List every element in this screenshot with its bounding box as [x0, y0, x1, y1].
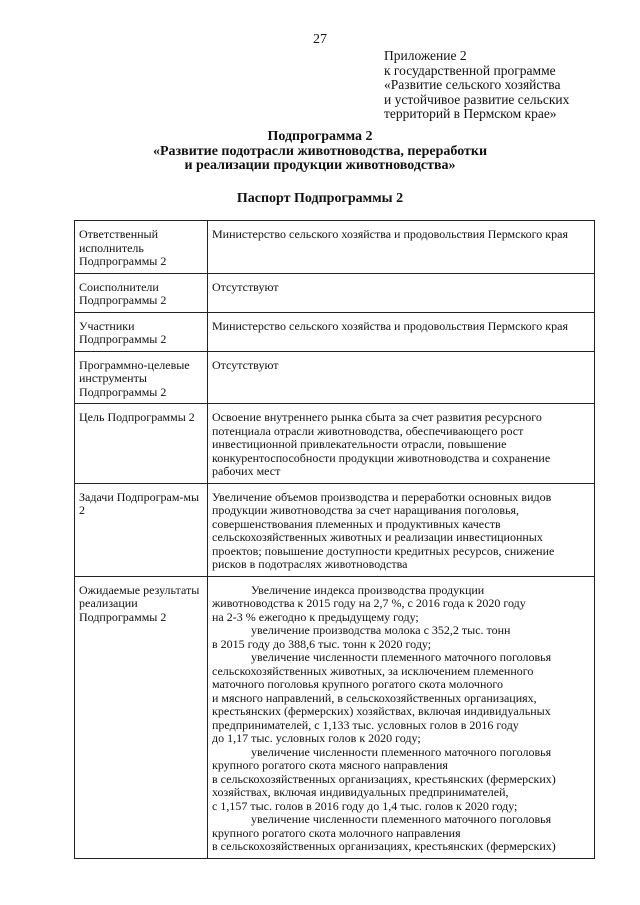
- row-value: [208, 576, 595, 858]
- subprogram-title-line: Подпрограмма 2: [267, 129, 373, 144]
- result-line: и мясного направлений, в сельскохозяйственных организациях,: [212, 690, 537, 705]
- appendix-line: и устойчивое развитие сельских: [384, 91, 570, 107]
- row-label: Задачи Подпрограм-мы 2: [75, 483, 208, 576]
- result-line: предпринимателей, с 1,133 тыс. условных голов в 2016 году: [212, 717, 519, 732]
- result-line: в сельскохозяйственных организациях, крестьянских (фермерских): [212, 771, 556, 786]
- table-row: [75, 404, 595, 484]
- row-label: Ожидаемые результаты реализации Подпрограммы 2: [75, 576, 208, 858]
- result-line: Увеличение индекса производства продукции: [251, 582, 485, 597]
- subprogram-title-line: «Развитие подотрасли животноводства, переработки: [152, 143, 488, 159]
- table-row: [75, 483, 595, 576]
- passport-title: Паспорт Подпрограммы 2: [236, 191, 404, 206]
- result-line: крестьянских (фермерских) хозяйствах, включая индивидуальных: [212, 704, 551, 718]
- result-line: на 2-3 % ежегодно к предыдущему году;: [212, 609, 419, 624]
- result-line: увеличение численности племенного маточного поголовья: [251, 650, 552, 664]
- appendix-header: [384, 49, 624, 122]
- row-value: Освоение внутреннего рынка сбыта за счет развития ресурсного потенциала отрасли животноводства, обеспечивающего рост инвестиционной привлекательности отрасли, повышение конкурентоспособности продукции животноводства и сохранение рабочих мест: [208, 404, 595, 484]
- table-row: [75, 576, 595, 858]
- row-value: Министерство сельского хозяйства и продовольствия Пермского края: [208, 312, 595, 351]
- table-row: [75, 312, 595, 351]
- appendix-line: территорий в Пермском крае»: [384, 106, 557, 121]
- result-line: сельскохозяйственных животных, за исключением племенного: [212, 663, 534, 678]
- row-value: Министерство сельского хозяйства и продовольствия Пермского края: [208, 221, 595, 274]
- result-line: в 2015 году до 388,6 тыс. тонн к 2020 году;: [212, 636, 432, 651]
- result-line: увеличение численности племенного маточного поголовья: [251, 744, 552, 759]
- result-line: хозяйствах, включая индивидуальных предпринимателей,: [212, 785, 509, 799]
- row-label: Цель Подпрограммы 2: [75, 404, 208, 484]
- row-label: Участники Подпрограммы 2: [75, 312, 208, 351]
- result-line: в сельскохозяйственных организациях, крестьянских (фермерских): [212, 839, 556, 853]
- appendix-line: к государственной программе: [384, 62, 556, 78]
- row-value: Увеличение объемов производства и переработки основных видов продукции животноводства за счет наращивания поголовья, совершенствования племенных и продуктивных качеств сельскохозяйственных животных и реализации инвестиционных проектов; повышение доступности кредитных ресурсов, снижение рисков в подотраслях животноводства: [208, 483, 595, 576]
- row-label: Ответственный исполнитель Подпрограммы 2: [75, 221, 208, 274]
- row-label: Программно-целевые инструменты Подпрограммы 2: [75, 351, 208, 404]
- row-value: Отсутствуют: [208, 351, 595, 404]
- appendix-line: «Развитие сельского хозяйства: [384, 77, 561, 92]
- result-line: до 1,17 тыс. условных голов к 2020 году;: [212, 731, 421, 745]
- appendix-line: Приложение 2: [384, 48, 467, 63]
- result-line: увеличение производства молока с 352,2 тыс. тонн: [251, 623, 511, 637]
- result-line: с 1,157 тыс. голов в 2016 году до 1,4 тыс. голов к 2020 году;: [212, 798, 518, 813]
- table-row: [75, 221, 595, 274]
- row-value: Отсутствуют: [208, 273, 595, 312]
- page-number: 27: [313, 32, 327, 47]
- result-line: крупного рогатого скота мясного направления: [212, 758, 448, 772]
- subprogram-title-line: и реализации продукции животноводства»: [184, 158, 456, 173]
- result-line: увеличение численности племенного маточного поголовья: [251, 812, 552, 826]
- result-line: животноводства к 2015 году на 2,7 %, с 2016 года к 2020 году: [212, 596, 526, 610]
- result-line: маточного поголовья крупного рогатого скота молочного: [212, 677, 503, 691]
- table-row: [75, 273, 595, 312]
- subprogram-title: [0, 130, 640, 174]
- table-row: [75, 351, 595, 404]
- result-line: крупного рогатого скота молочного направления: [212, 825, 461, 840]
- passport-table: [74, 220, 595, 859]
- row-label: Соисполнители Подпрограммы 2: [75, 273, 208, 312]
